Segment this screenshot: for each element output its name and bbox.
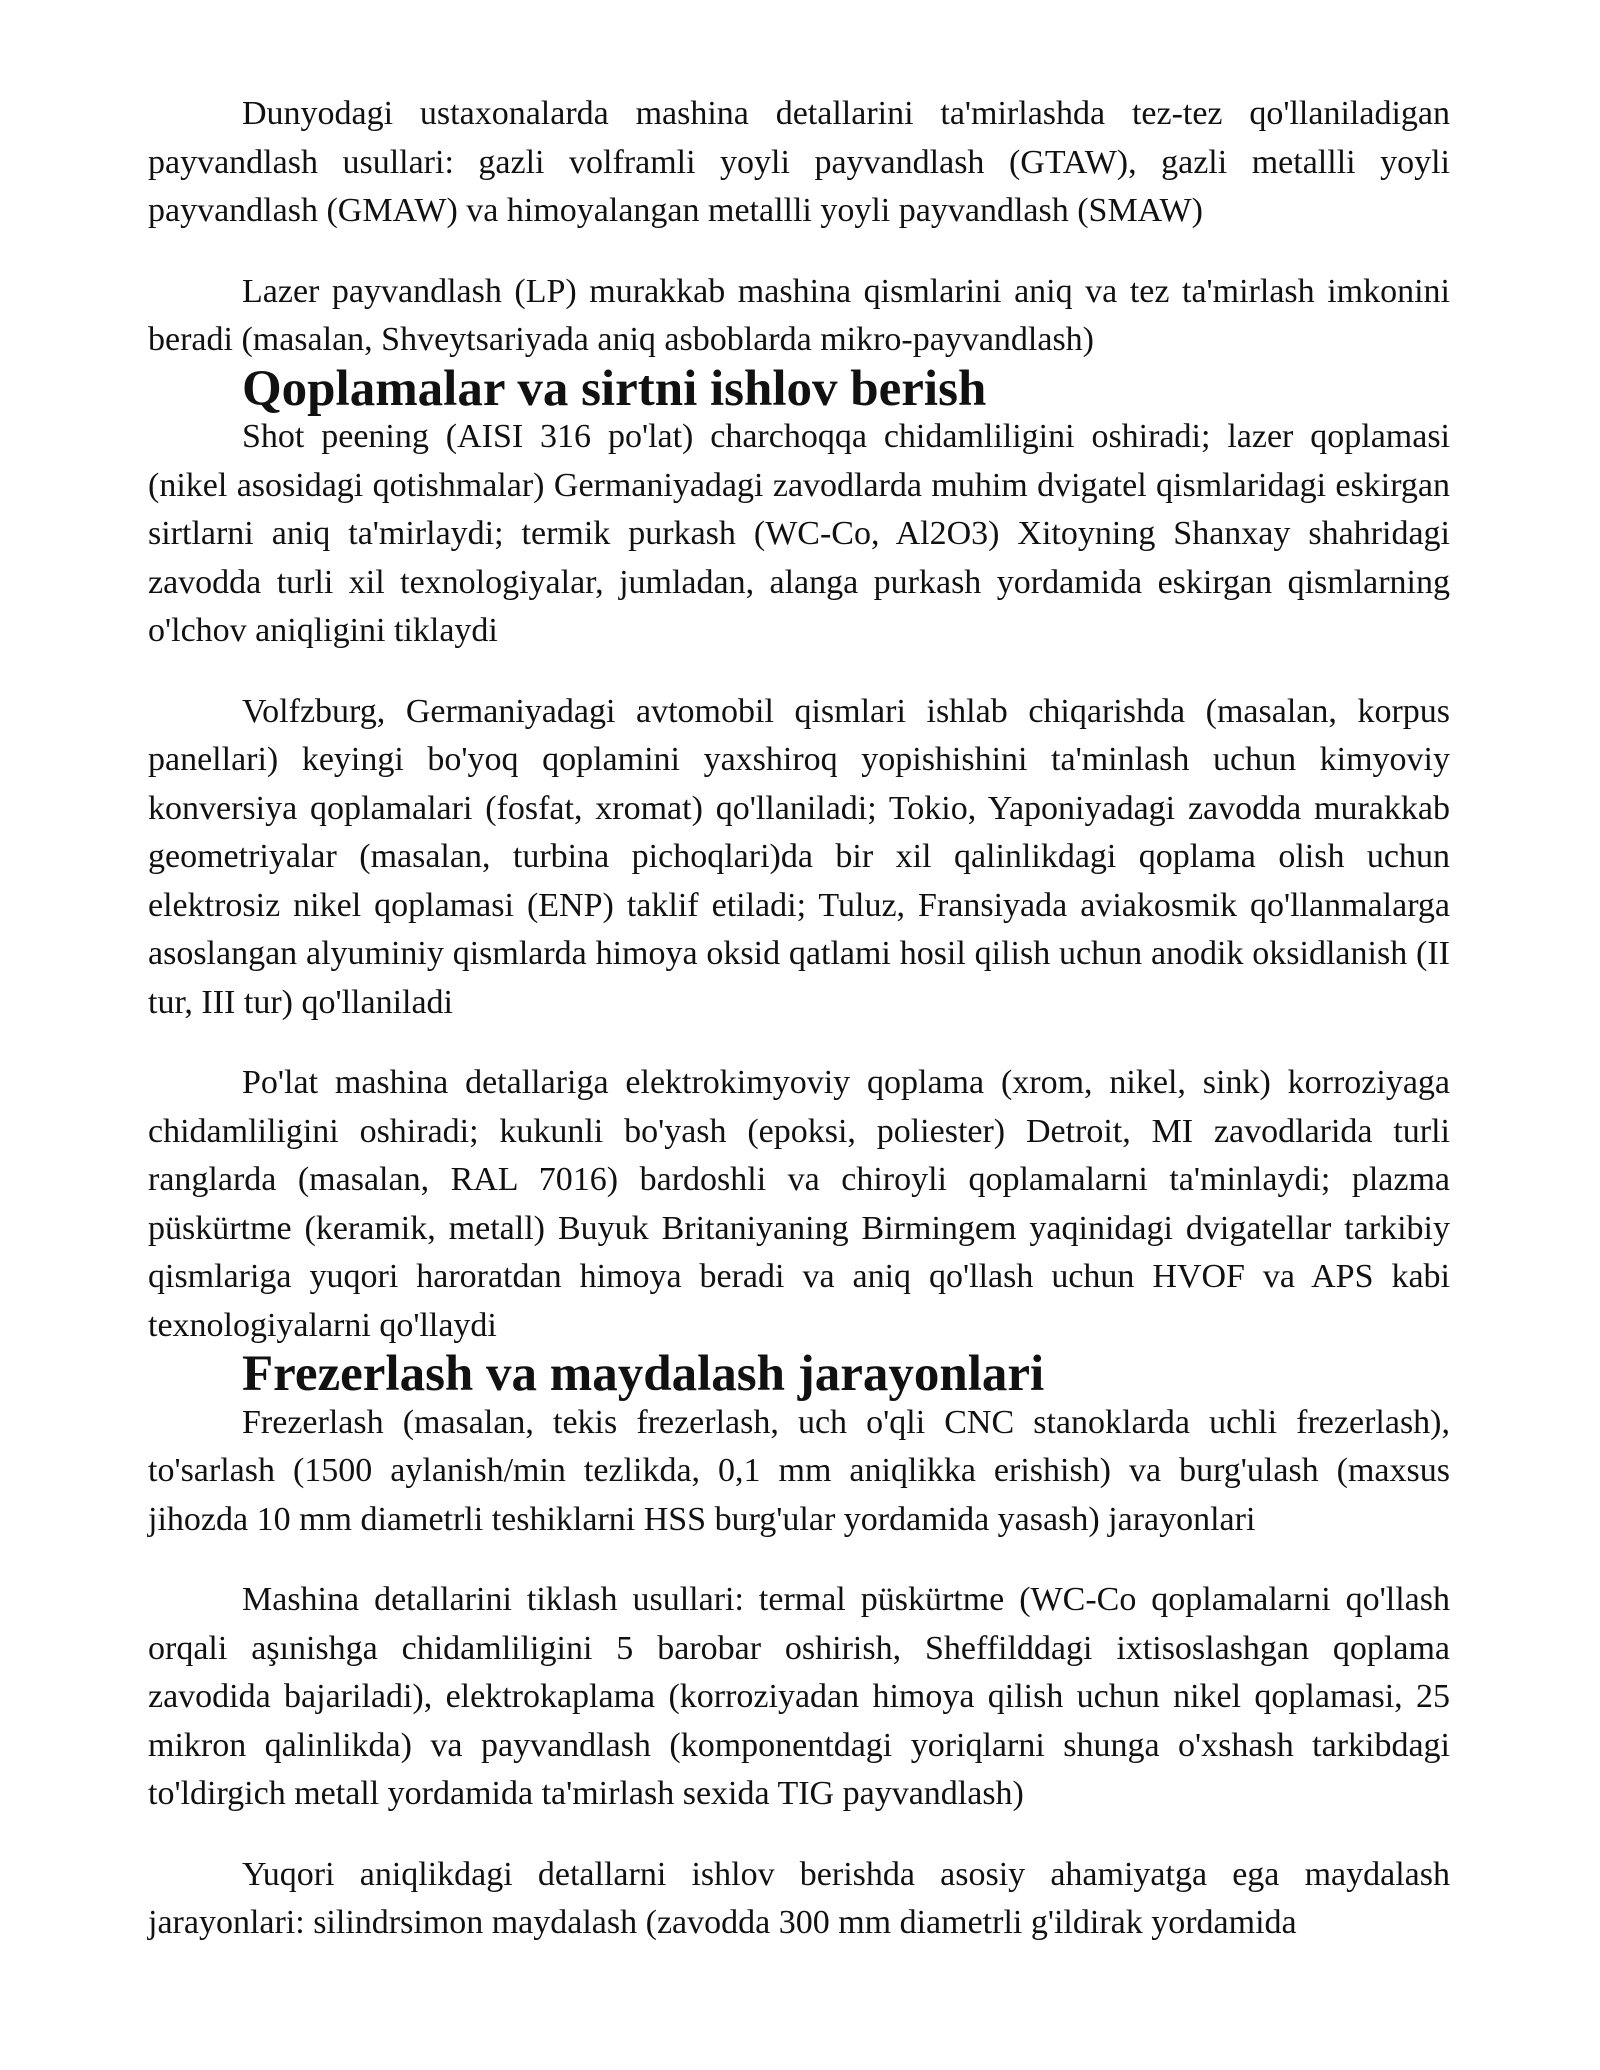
paragraph-welding-methods: Dunyodagi ustaxonalarda mashina detallarini ta'mirlashda tez-tez qo'llaniladigan payvandlash usullari: gazli volframli yoyli payvandlash (GTAW), gazli metallli yoyli payvandlash (GMAW) va himoyalangan metallli yoyli payvandlash (SMAW) xyxy=(148,95,1450,229)
paragraph-electrochemical-coating: Po'lat mashina detallariga elektrokimyoviy qoplama (xrom, nikel, sink) korroziyaga chidamliligini oshiradi; kukunli bo'yash (epoksi, poliester) Detroit, MI zavodlarida turli ranglarda (masalan, RAL 7016) bardoshli va chiroyli qoplamalarni ta'minlaydi; plazma püskürtme (keramik, metall) Buyuk Britaniyaning Birmingem yaqinidagi dvigatellar tarkibiy qismlariga yuqori haroratdan himoya beradi va aniq qo'llash uchun HVOF va APS kabi texnologiyalarni qo'llaydi xyxy=(148,1064,1450,1344)
section-heading-coatings: Qoplamalar va sirtni ishlov berish xyxy=(242,360,987,417)
section-heading-milling: Frezerlash va maydalash jarayonlari xyxy=(242,1346,1045,1402)
paragraph-grinding-processes: Yuqori aniqlikdagi detallarni ishlov berishda asosiy ahamiyatga ega maydalash jarayonlari: silindrsimon maydalash (zavodda 300 mm diametrli g'ildirak yordamida xyxy=(148,1855,1450,1941)
document-page xyxy=(148,90,1450,1948)
paragraph-milling-processes: Frezerlash (masalan, tekis frezerlash, uch o'qli CNC stanoklarda uchli frezerlash), to'sarlash (1500 aylanish/min tezlikda, 0,1 mm aniqlikka erishish) va burg'ulash (maxsus jihozda 10 mm diametrli teshiklarni HSS burg'ular yordamida yasash) jarayonlari xyxy=(148,1403,1450,1538)
paragraph-conversion-coatings: Volfzburg, Germaniyadagi avtomobil qismlari ishlab chiqarishda (masalan, korpus panellari) keyingi bo'yoq qoplamini yaxshiroq yopishishini ta'minlash uchun kimyoviy konversiya qoplamalari (fosfat, xromat) qo'llaniladi; Tokio, Yaponiyadagi zavodda murakkab geometriyalar (masalan, turbina pichoqlari)da bir xil qalinlikdagi qoplama olish uchun elektrosiz nikel qoplamasi (ENP) taklif etiladi; Tuluz, Fransiyada aviakosmik qo'llanmalarga asoslangan alyuminiy qismlarda himoya oksid qatlami hosil qilish uchun anodik oksidlanish (II tur, III tur) qo'llaniladi xyxy=(148,692,1450,1021)
paragraph-shot-peening: Shot peening (AISI 316 po'lat) charchoqqa chidamliligini oshiradi; lazer qoplamasi (nikel asosidagi qotishmalar) Germaniyadagi zavodlarda muhim dvigatel qismlaridagi eskirgan sirtlarni aniq ta'mirlaydi; termik purkash (WC-Co, Al2O3) Xitoyning Shanxay shahridagi zavodda turli xil texnologiyalar, jumladan, alanga purkash yordamida eskirgan qismlarning o'lchov aniqligini tiklaydi xyxy=(148,418,1450,649)
paragraph-laser-welding: Lazer payvandlash (LP) murakkab mashina qismlarini aniq va tez ta'mirlash imkonini beradi (masalan, Shveytsariyada aniq asboblarda mikro-payvandlash) xyxy=(148,272,1450,358)
paragraph-restoration-methods: Mashina detallarini tiklash usullari: termal püskürtme (WC-Co qoplamalarni qo'llash orqali aşınishga chidamliligini 5 barobar oshirish, Sheffilddagi ixtisoslashgan qoplama zavodida bajariladi), elektrokaplama (korroziyadan himoya qilish uchun nikel qoplamasi, 25 mikron qalinlikda) va payvandlash (komponentdagi yoriqlarni shunga o'xshash tarkibdagi to'ldirgich metall yordamida ta'mirlash sexida TIG payvandlash) xyxy=(148,1581,1450,1812)
